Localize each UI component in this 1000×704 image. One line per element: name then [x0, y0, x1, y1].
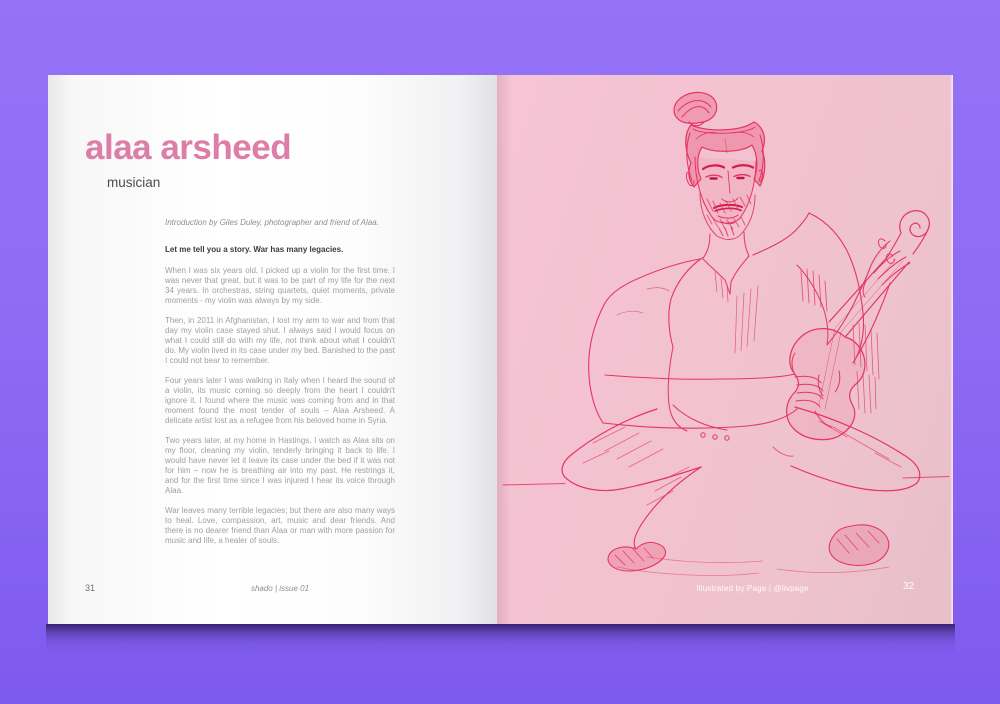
right-page — [497, 75, 953, 624]
article-subtitle: musician — [107, 175, 161, 190]
hair-bun — [674, 92, 717, 125]
intro-byline: Introduction by Giles Duley, photographer and friend of Alaa. — [165, 218, 379, 227]
book-drop-shadow — [46, 624, 955, 654]
page-number-right: 32 — [903, 581, 915, 592]
feet — [608, 525, 889, 571]
lead-sentence: Let me tell you a story. War has many legacies. — [165, 245, 344, 254]
magazine-imprint: shado | issue 01 — [250, 584, 310, 593]
left-page — [48, 75, 497, 624]
paragraph: Four years later I was walking in Italy when I heard the sound of a violin, its music coming so deeply from the heart I couldn't ignore it. I found where the music was coming from and in that moment found the most tender of souls – Alaa Arsheed. A delicate artist lost as a refugee from his beloved home in Syria. — [165, 376, 395, 425]
neck-and-shirt — [703, 232, 758, 353]
paragraph: Two years later, at my home in Hastings, I watch as Alaa sits on my floor, cleaning my violin, tenderly bringing it back to life. I would have never let it leave its case under the bed if it was not for him – now he is breathing air into my past. He restrings it, and for the first time since I was injured I hear its voice through Alaa. — [165, 436, 395, 495]
page-number-left: 31 — [85, 583, 96, 593]
violin — [773, 211, 929, 456]
paragraph: Then, in 2011 in Afghanistan, I lost my arm to war and from that day my violin case stayed shut. I always said I would focus on what I could still do with my life, not think about what I couldn't do. My violin lived in its case under my bed. Banished to the past I could not bear to remember. — [165, 316, 395, 365]
article-title: alaa arsheed — [85, 128, 292, 167]
open-book — [48, 75, 953, 624]
violinist-sketch-illustration — [497, 75, 953, 624]
illustration-credit: Illustrated by Page | @livpage — [696, 584, 809, 593]
paragraph: War leaves many terrible legacies; but there are also many ways to heal. Love, compassion, art, music and dear friends. And there is no dearer friend than Alaa or man with more passion for music and life, a healer of souls. — [165, 506, 395, 545]
paragraph: When I was six years old, I picked up a violin for the first time. I was never that great, but it was to be part of my life for the next 34 years. In orchestras, string quartets, quiet moments, private moments - my violin was always by my side. — [165, 266, 395, 305]
article-body — [165, 245, 395, 556]
